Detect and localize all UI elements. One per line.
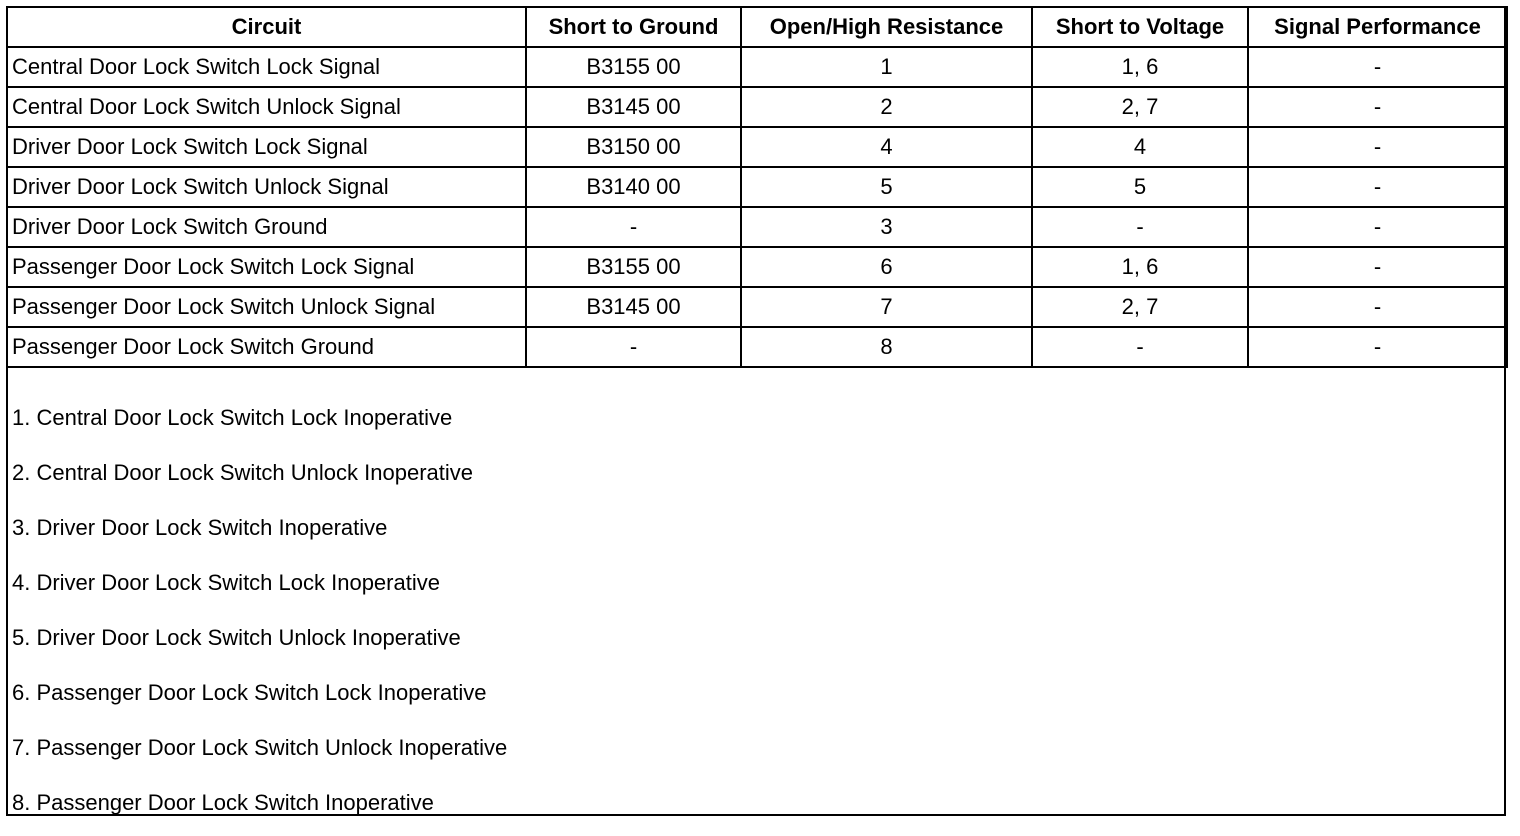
- short-to-voltage-cell: 1, 6: [1032, 247, 1248, 287]
- table-row: [7, 327, 1507, 367]
- circuit-cell: Driver Door Lock Switch Lock Signal: [7, 127, 526, 167]
- note-item: 6. Passenger Door Lock Switch Lock Inoperative: [12, 680, 487, 705]
- header-signal-performance: Signal Performance: [1248, 7, 1507, 47]
- circuit-cell: Passenger Door Lock Switch Unlock Signal: [7, 287, 526, 327]
- note-item: 3. Driver Door Lock Switch Inoperative: [12, 515, 388, 540]
- short-to-voltage-cell: 5: [1032, 167, 1248, 207]
- signal-performance-cell: -: [1248, 207, 1507, 247]
- short-to-voltage-cell: 1, 6: [1032, 47, 1248, 87]
- circuit-document: [6, 6, 1506, 816]
- short-to-ground-cell: -: [526, 327, 741, 367]
- short-to-ground-cell: B3140 00: [526, 167, 741, 207]
- note-item: 5. Driver Door Lock Switch Unlock Inoperative: [12, 625, 461, 650]
- note-item: 7. Passenger Door Lock Switch Unlock Inoperative: [12, 735, 508, 760]
- signal-performance-cell: -: [1248, 327, 1507, 367]
- table-row: [7, 167, 1507, 207]
- short-to-voltage-cell: -: [1032, 327, 1248, 367]
- circuit-cell: Central Door Lock Switch Unlock Signal: [7, 87, 526, 127]
- circuit-cell: Passenger Door Lock Switch Lock Signal: [7, 247, 526, 287]
- table-row: [7, 47, 1507, 87]
- signal-performance-cell: -: [1248, 47, 1507, 87]
- note-item: 4. Driver Door Lock Switch Lock Inoperative: [12, 570, 440, 595]
- header-open-high-resistance: Open/High Resistance: [741, 7, 1032, 47]
- table-row: [7, 247, 1507, 287]
- short-to-ground-cell: B3155 00: [526, 247, 741, 287]
- note-item: 2. Central Door Lock Switch Unlock Inoperative: [12, 460, 473, 485]
- circuit-cell: Driver Door Lock Switch Unlock Signal: [7, 167, 526, 207]
- circuit-cell: Central Door Lock Switch Lock Signal: [7, 47, 526, 87]
- short-to-ground-cell: -: [526, 207, 741, 247]
- symptom-notes: [12, 396, 1492, 836]
- signal-performance-cell: -: [1248, 287, 1507, 327]
- short-to-ground-cell: B3145 00: [526, 87, 741, 127]
- header-short-to-voltage: Short to Voltage: [1032, 7, 1248, 47]
- note-item: 8. Passenger Door Lock Switch Inoperative: [12, 790, 434, 815]
- signal-performance-cell: -: [1248, 87, 1507, 127]
- short-to-voltage-cell: 2, 7: [1032, 287, 1248, 327]
- short-to-voltage-cell: 4: [1032, 127, 1248, 167]
- table-row: [7, 207, 1507, 247]
- short-to-voltage-cell: 2, 7: [1032, 87, 1248, 127]
- header-short-to-ground: Short to Ground: [526, 7, 741, 47]
- header-circuit: Circuit: [7, 7, 526, 47]
- open-high-resistance-cell: 2: [741, 87, 1032, 127]
- signal-performance-cell: -: [1248, 127, 1507, 167]
- short-to-ground-cell: B3155 00: [526, 47, 741, 87]
- open-high-resistance-cell: 6: [741, 247, 1032, 287]
- short-to-ground-cell: B3150 00: [526, 127, 741, 167]
- signal-performance-cell: -: [1248, 247, 1507, 287]
- circuit-cell: Passenger Door Lock Switch Ground: [7, 327, 526, 367]
- table-row: [7, 87, 1507, 127]
- circuit-table: [6, 6, 1508, 368]
- open-high-resistance-cell: 1: [741, 47, 1032, 87]
- table-row: [7, 287, 1507, 327]
- open-high-resistance-cell: 3: [741, 207, 1032, 247]
- signal-performance-cell: -: [1248, 167, 1507, 207]
- note-item: 1. Central Door Lock Switch Lock Inoperative: [12, 405, 453, 430]
- short-to-voltage-cell: -: [1032, 207, 1248, 247]
- circuit-cell: Driver Door Lock Switch Ground: [7, 207, 526, 247]
- open-high-resistance-cell: 5: [741, 167, 1032, 207]
- short-to-ground-cell: B3145 00: [526, 287, 741, 327]
- table-row: [7, 127, 1507, 167]
- table-header-row: [7, 7, 1507, 47]
- open-high-resistance-cell: 7: [741, 287, 1032, 327]
- open-high-resistance-cell: 8: [741, 327, 1032, 367]
- open-high-resistance-cell: 4: [741, 127, 1032, 167]
